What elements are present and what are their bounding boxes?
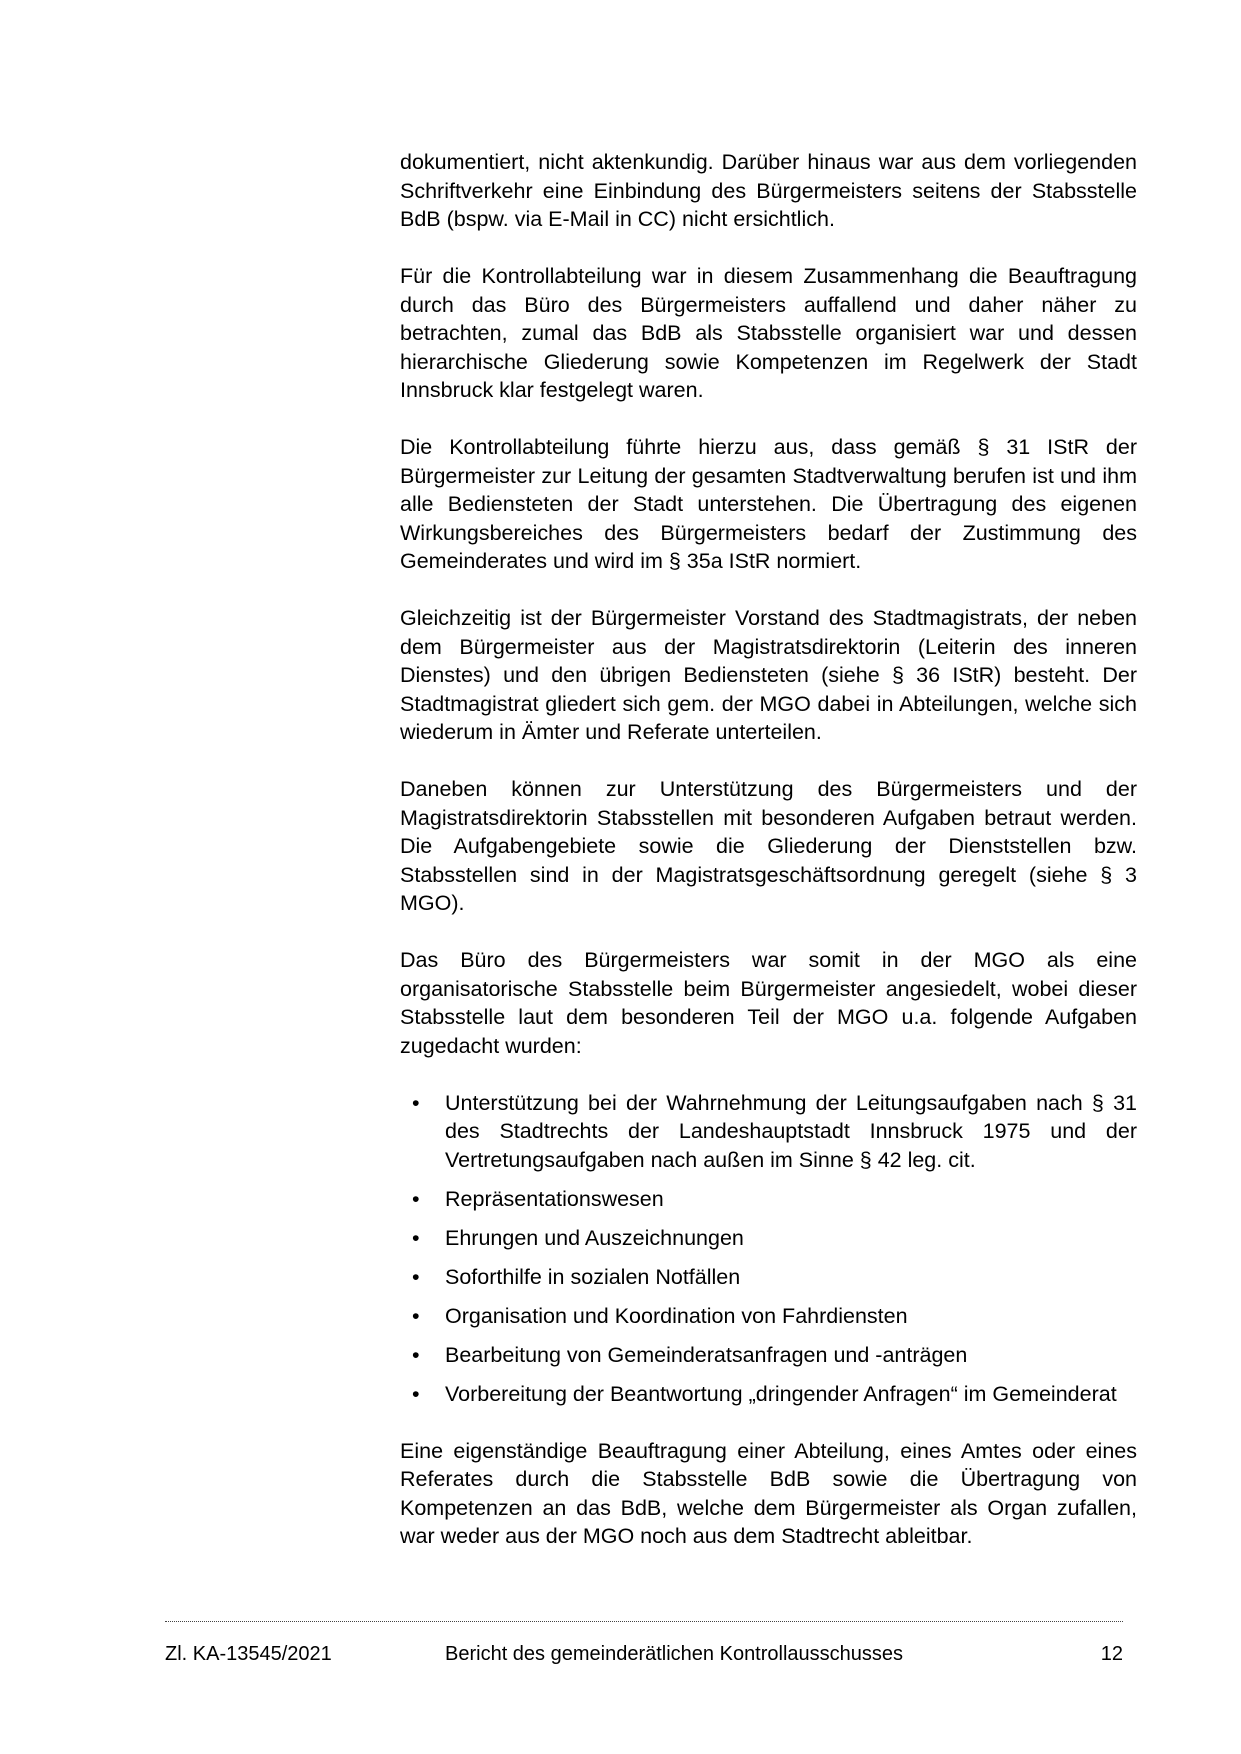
document-reference: Zl. KA-13545/2021 <box>165 1643 332 1665</box>
bullet-icon: • <box>412 1342 420 1367</box>
list-item <box>400 1224 1137 1253</box>
footer-divider <box>165 1621 1123 1622</box>
bullet-icon: • <box>412 1381 420 1406</box>
list-item-text: Bearbeitung von Gemeinderatsanfragen und -anträgen <box>445 1342 968 1367</box>
list-item-text: Ehrungen und Auszeichnungen <box>445 1225 744 1250</box>
list-item <box>400 1341 1137 1370</box>
bullet-icon: • <box>412 1090 420 1115</box>
list-item <box>400 1380 1137 1409</box>
task-list <box>400 1089 1137 1409</box>
page-number: 12 <box>1100 1643 1123 1665</box>
bullet-icon: • <box>412 1303 420 1328</box>
bullet-icon: • <box>412 1225 420 1250</box>
paragraph-4: Gleichzeitig ist der Bürgermeister Vorstand des Stadtmagistrats, der neben dem Bürgermeister aus der Magistratsdirektorin (Leiterin des inneren Dienstes) und den übrigen Bediensteten (siehe § 36 IStR) besteht. Der Stadtmagistrat gliedert sich gem. der MGO dabei in Abteilungen, welche sich wiederum in Ämter und Referate unterteilen. <box>400 606 1137 744</box>
paragraph-6: Das Büro des Bürgermeisters war somit in der MGO als eine organisatorische Stabsstelle beim Bürgermeister angesiedelt, wobei dieser Stabsstelle laut dem besonderen Teil der MGO u.a. folgende Aufgaben zugedacht wurden: <box>400 948 1137 1058</box>
bullet-icon: • <box>412 1264 420 1289</box>
paragraph-3: Die Kontrollabteilung führte hierzu aus, dass gemäß § 31 IStR der Bürgermeister zur Leitung der gesamten Stadtverwaltung berufen ist und ihm alle Bediensteten der Stadt unterstehen. Die Übertragung des eigenen Wirkungsbereiches des Bürgermeisters bedarf der Zustimmung des Gemeinderates und wird im § 35a IStR normiert. <box>400 435 1137 573</box>
document-body <box>400 148 1137 1579</box>
paragraph-1: dokumentiert, nicht aktenkundig. Darüber hinaus war aus dem vorliegenden Schriftverkehr eine Einbindung des Bürgermeisters seitens der Stabsstelle BdB (bspw. via E-Mail in CC) nicht ersichtlich. <box>400 150 1137 231</box>
report-title: Bericht des gemeinderätlichen Kontrollausschusses <box>445 1643 904 1665</box>
paragraph-2: Für die Kontrollabteilung war in diesem Zusammenhang die Beauftragung durch das Büro des Bürgermeisters auffallend und daher näher zu betrachten, zumal das BdB als Stabsstelle organisiert war und dessen hierarchische Gliederung sowie Kompetenzen im Regelwerk der Stadt Innsbruck klar festgelegt waren. <box>400 264 1137 402</box>
list-item-text: Organisation und Koordination von Fahrdiensten <box>445 1303 908 1328</box>
list-item-text: Repräsentationswesen <box>445 1186 664 1211</box>
list-item-text: Vorbereitung der Beantwortung „dringender Anfragen“ im Gemeinderat <box>445 1381 1117 1406</box>
bullet-icon: • <box>412 1186 420 1211</box>
list-item-text: Soforthilfe in sozialen Notfällen <box>445 1264 741 1289</box>
list-item <box>400 1302 1137 1331</box>
list-item <box>400 1089 1137 1175</box>
list-item-text: Unterstützung bei der Wahrnehmung der Leitungsaufgaben nach § 31 des Stadtrechts der Landeshauptstadt Innsbruck 1975 und der Vertretungsaufgaben nach außen im Sinne § 42 leg. cit. <box>445 1090 1137 1172</box>
list-item <box>400 1263 1137 1292</box>
closing-paragraph: Eine eigenständige Beauftragung einer Abteilung, eines Amtes oder eines Referates durch die Stabsstelle BdB sowie die Übertragung von Kompetenzen an das BdB, welche dem Bürgermeister als Organ zufallen, war weder aus der MGO noch aus dem Stadtrecht ableitbar. <box>400 1438 1137 1548</box>
list-item <box>400 1185 1137 1214</box>
paragraph-5: Daneben können zur Unterstützung des Bürgermeisters und der Magistratsdirektorin Stabsstellen mit besonderen Aufgaben betraut werden. Die Aufgabengebiete sowie die Gliederung der Dienststellen bzw. Stabsstellen sind in der Magistratsgeschäftsordnung geregelt (siehe § 3 MGO). <box>400 777 1137 915</box>
